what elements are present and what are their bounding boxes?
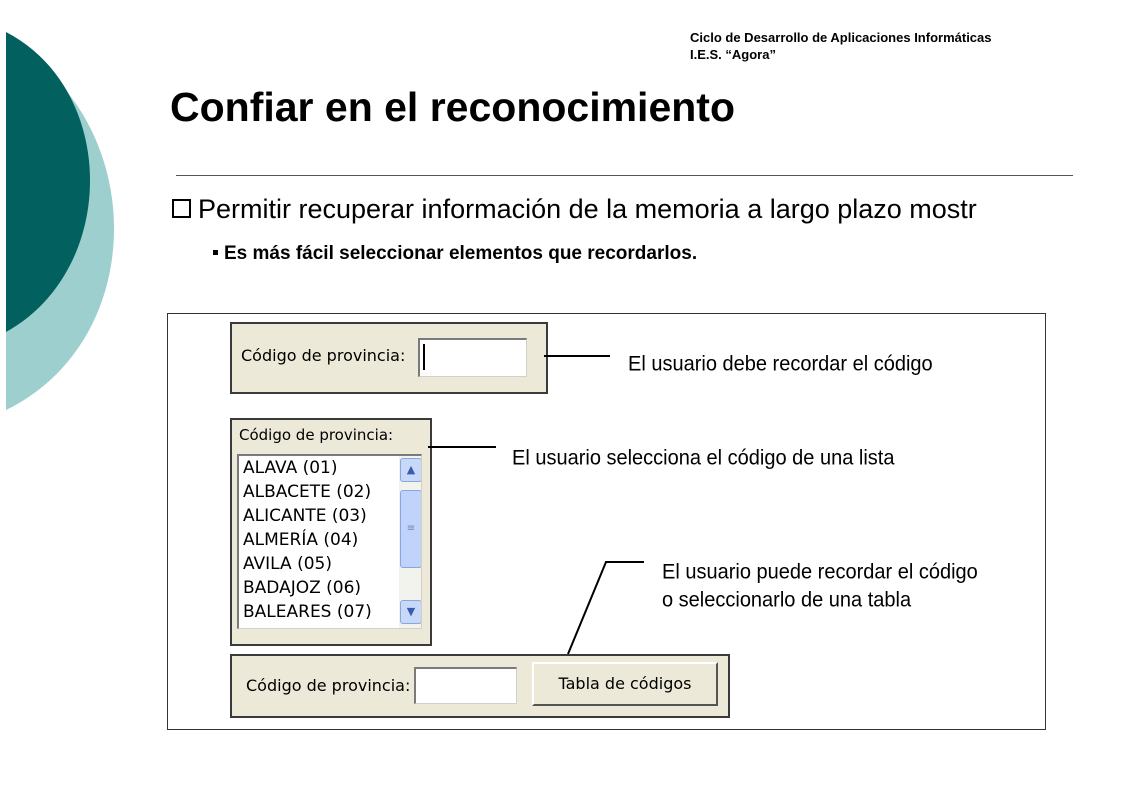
annotation-both-2: o seleccionarlo de una tabla: [662, 588, 912, 612]
bullet-sub-text: Es más fácil seleccionar elementos que recordarlos.: [224, 243, 698, 264]
scroll-up-icon[interactable]: ▲: [400, 458, 422, 482]
slide-header: [690, 29, 992, 63]
title-divider: [176, 175, 1073, 176]
annotation-select: El usuario selecciona el código de una lista: [512, 446, 895, 470]
annotation-recall: El usuario debe recordar el código: [628, 352, 933, 376]
list-label: Código de provincia:: [239, 426, 394, 444]
header-school: I.E.S. “Agora”: [690, 47, 776, 62]
scroll-down-icon[interactable]: ▼: [400, 600, 422, 624]
list-item[interactable]: ALMERÍA (04): [243, 530, 359, 550]
figure-frame: [167, 313, 1046, 730]
code-table-button[interactable]: Tabla de códigos: [532, 662, 718, 706]
bullet-main-text: Permitir recuperar información de la memoria a largo plazo mostr: [198, 194, 977, 224]
bullet-sub: [213, 243, 697, 265]
list-item[interactable]: ALICANTE (03): [243, 506, 367, 526]
page-title: Confiar en el reconocimiento: [170, 84, 735, 130]
list-item[interactable]: BADAJOZ (06): [243, 578, 362, 598]
checkbox-bullet-icon: [172, 199, 191, 218]
annotation-both-1: El usuario puede recordar el código: [662, 560, 978, 584]
connector-line-3: [568, 562, 644, 654]
decorative-shapes: [0, 0, 130, 420]
list-item[interactable]: ALAVA (01): [243, 458, 338, 478]
header-course: Ciclo de Desarrollo de Aplicaciones Informáticas: [690, 30, 992, 45]
square-bullet-icon: [213, 250, 218, 255]
field-label: Código de provincia:: [246, 676, 411, 695]
bullet-main: [172, 194, 1122, 225]
field-label: Código de provincia:: [241, 346, 406, 365]
list-item[interactable]: AVILA (05): [243, 554, 332, 574]
list-item[interactable]: ALBACETE (02): [243, 482, 372, 502]
list-item[interactable]: BALEARES (07): [243, 602, 372, 622]
scroll-thumb[interactable]: ≡: [400, 490, 422, 568]
